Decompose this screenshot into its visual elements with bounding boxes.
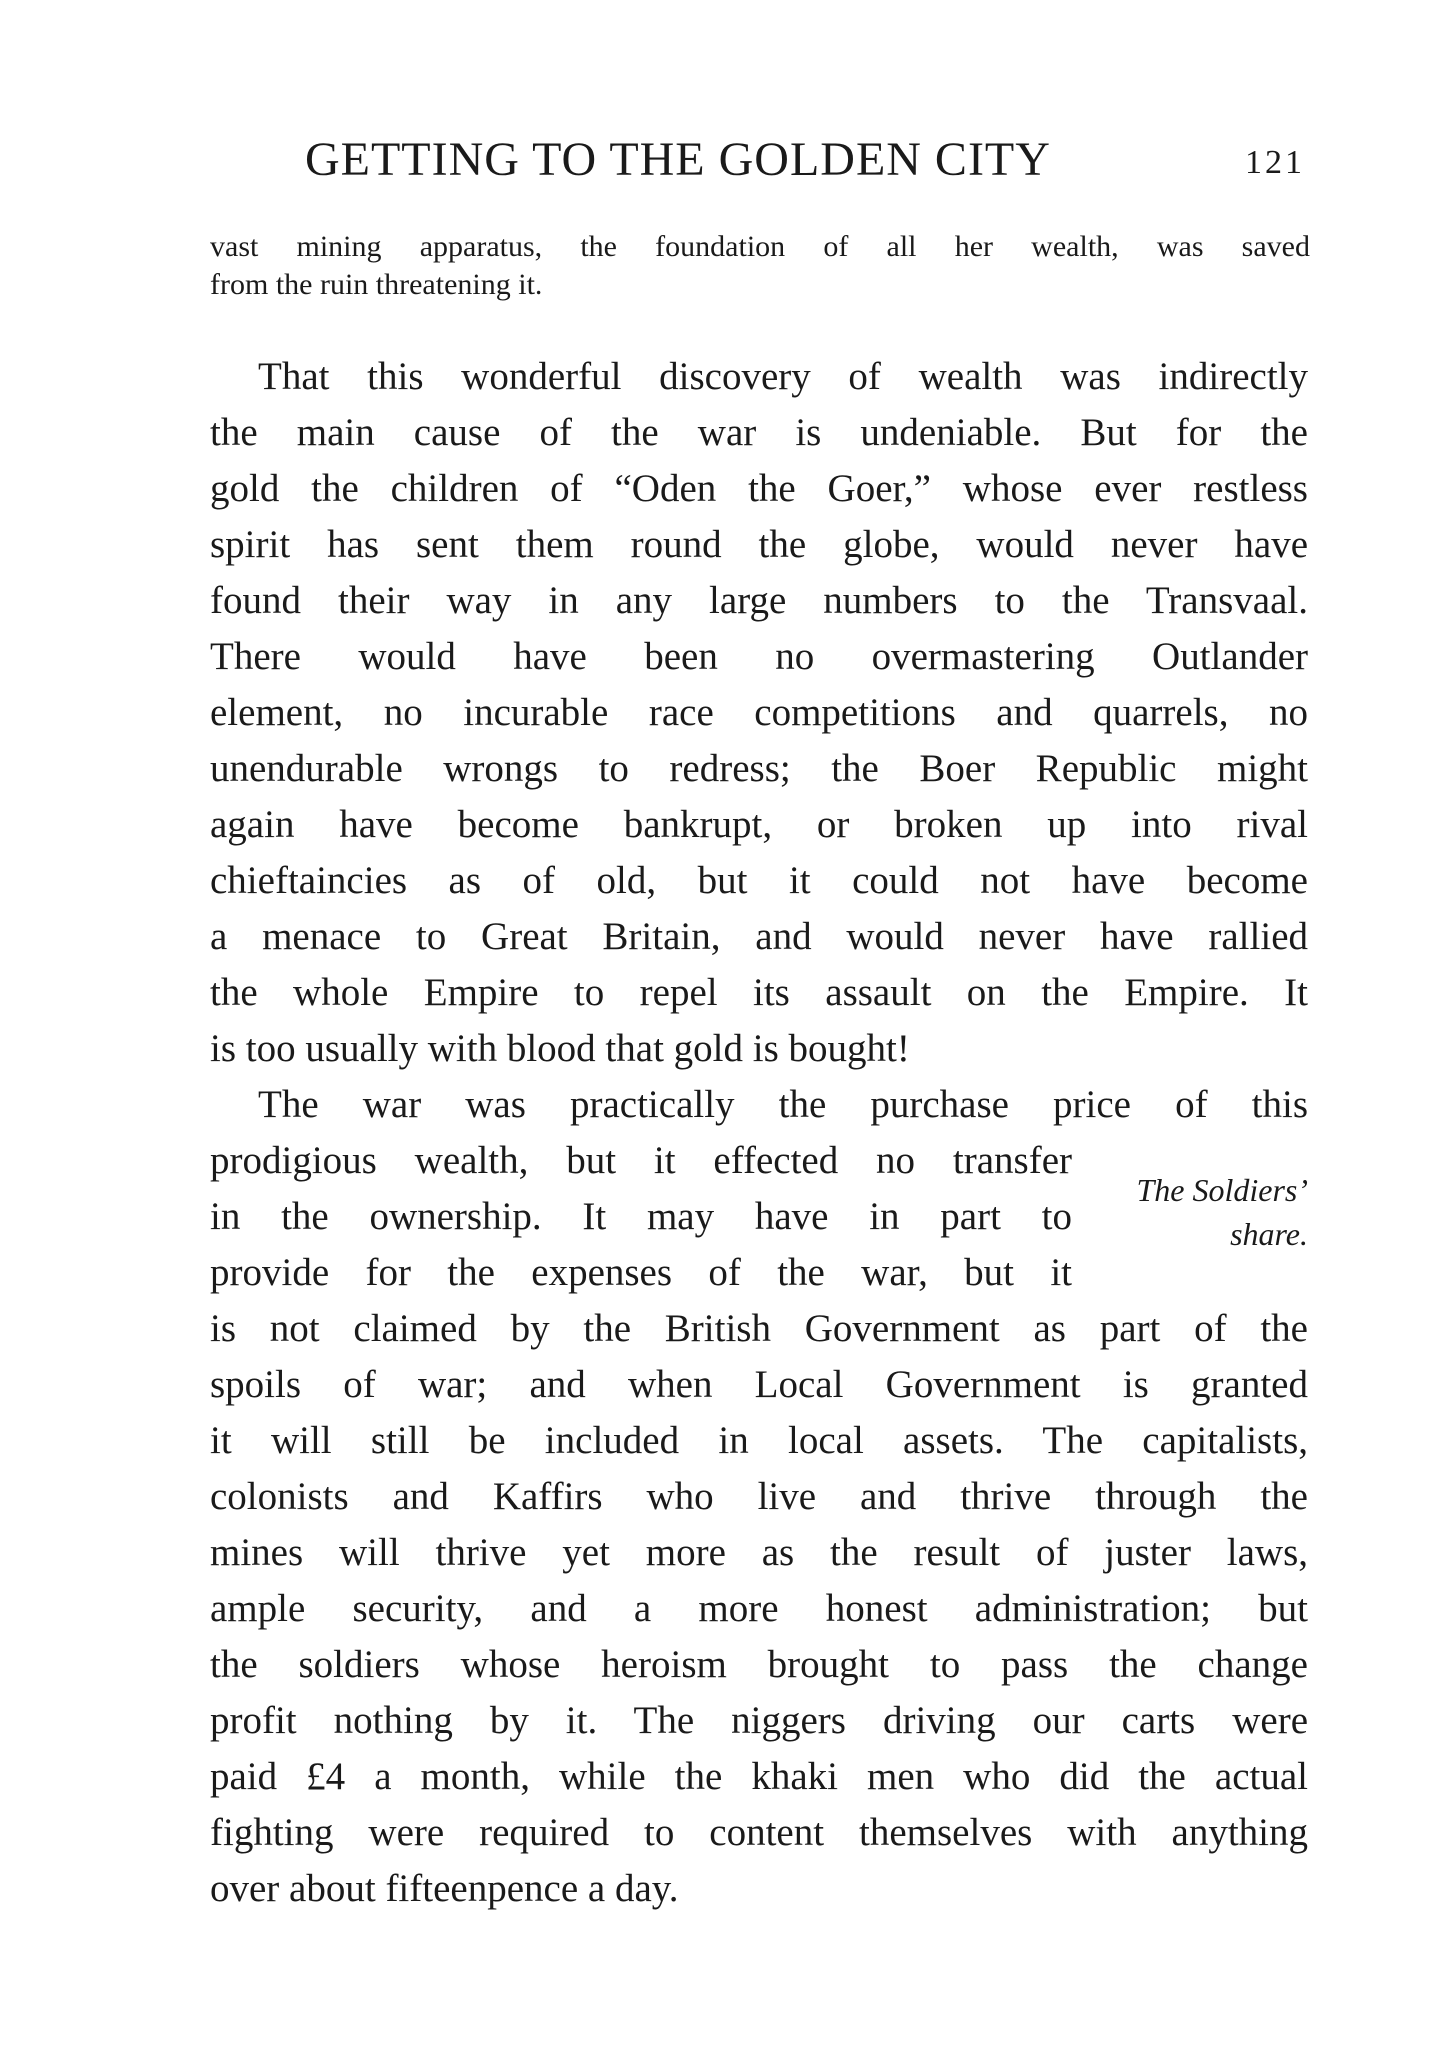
margin-note bbox=[1100, 1168, 1308, 1256]
footnote-continuation bbox=[210, 228, 1310, 304]
text-line: a menace to Great Britain, and would never have rallied bbox=[210, 915, 1308, 958]
text-line: There would have been no overmastering Outlander bbox=[210, 635, 1308, 678]
footnote-line: from the ruin threatening it. bbox=[210, 268, 543, 301]
text-line: spoils of war; and when Local Government is granted bbox=[210, 1363, 1308, 1406]
running-title: GETTING TO THE GOLDEN CITY bbox=[305, 133, 1051, 186]
text-line: it will still be included in local assets. The capitalists, bbox=[210, 1419, 1308, 1462]
text-line: The war was practically the purchase price of this bbox=[258, 1083, 1308, 1126]
text-line: spirit has sent them round the globe, would never have bbox=[210, 523, 1308, 566]
text-line: chieftaincies as of old, but it could not have become bbox=[210, 859, 1308, 902]
text-line: profit nothing by it. The niggers driving our carts were bbox=[210, 1699, 1308, 1742]
text-line: is not claimed by the British Government as part of the bbox=[210, 1307, 1308, 1350]
text-line: unendurable wrongs to redress; the Boer Republic might bbox=[210, 747, 1308, 790]
text-line: ample security, and a more honest administration; but bbox=[210, 1587, 1308, 1630]
text-line: over about fifteenpence a day. bbox=[210, 1867, 679, 1910]
text-line: paid £4 a month, while the khaki men who did the actual bbox=[210, 1755, 1308, 1798]
text-line: the soldiers whose heroism brought to pass the change bbox=[210, 1643, 1308, 1686]
text-line: That this wonderful discovery of wealth was indirectly bbox=[258, 355, 1308, 398]
text-line: the main cause of the war is undeniable. But for the bbox=[210, 411, 1308, 454]
text-line: in the ownership. It may have in part to bbox=[210, 1195, 1072, 1238]
text-line: found their way in any large numbers to the Transvaal. bbox=[210, 579, 1308, 622]
margin-note-line: share. bbox=[1230, 1216, 1308, 1252]
text-line: gold the children of “Oden the Goer,” whose ever restless bbox=[210, 467, 1308, 510]
text-line: element, no incurable race competitions and quarrels, no bbox=[210, 691, 1308, 734]
footnote-line: vast mining apparatus, the foundation of all her wealth, was saved bbox=[210, 230, 1310, 263]
text-line: colonists and Kaffirs who live and thrive through the bbox=[210, 1475, 1308, 1518]
text-line: is too usually with blood that gold is bought! bbox=[210, 1027, 910, 1070]
text-line: provide for the expenses of the war, but it bbox=[210, 1251, 1072, 1294]
text-line: again have become bankrupt, or broken up into rival bbox=[210, 803, 1308, 846]
text-line: the whole Empire to repel its assault on the Empire. It bbox=[210, 971, 1308, 1014]
margin-note-line: The Soldiers’ bbox=[1136, 1172, 1308, 1208]
text-line: mines will thrive yet more as the result of juster laws, bbox=[210, 1531, 1308, 1574]
text-line: prodigious wealth, but it effected no transfer bbox=[210, 1139, 1072, 1182]
page-number: 121 bbox=[1245, 144, 1305, 181]
text-line: fighting were required to content themselves with anything bbox=[210, 1811, 1308, 1854]
